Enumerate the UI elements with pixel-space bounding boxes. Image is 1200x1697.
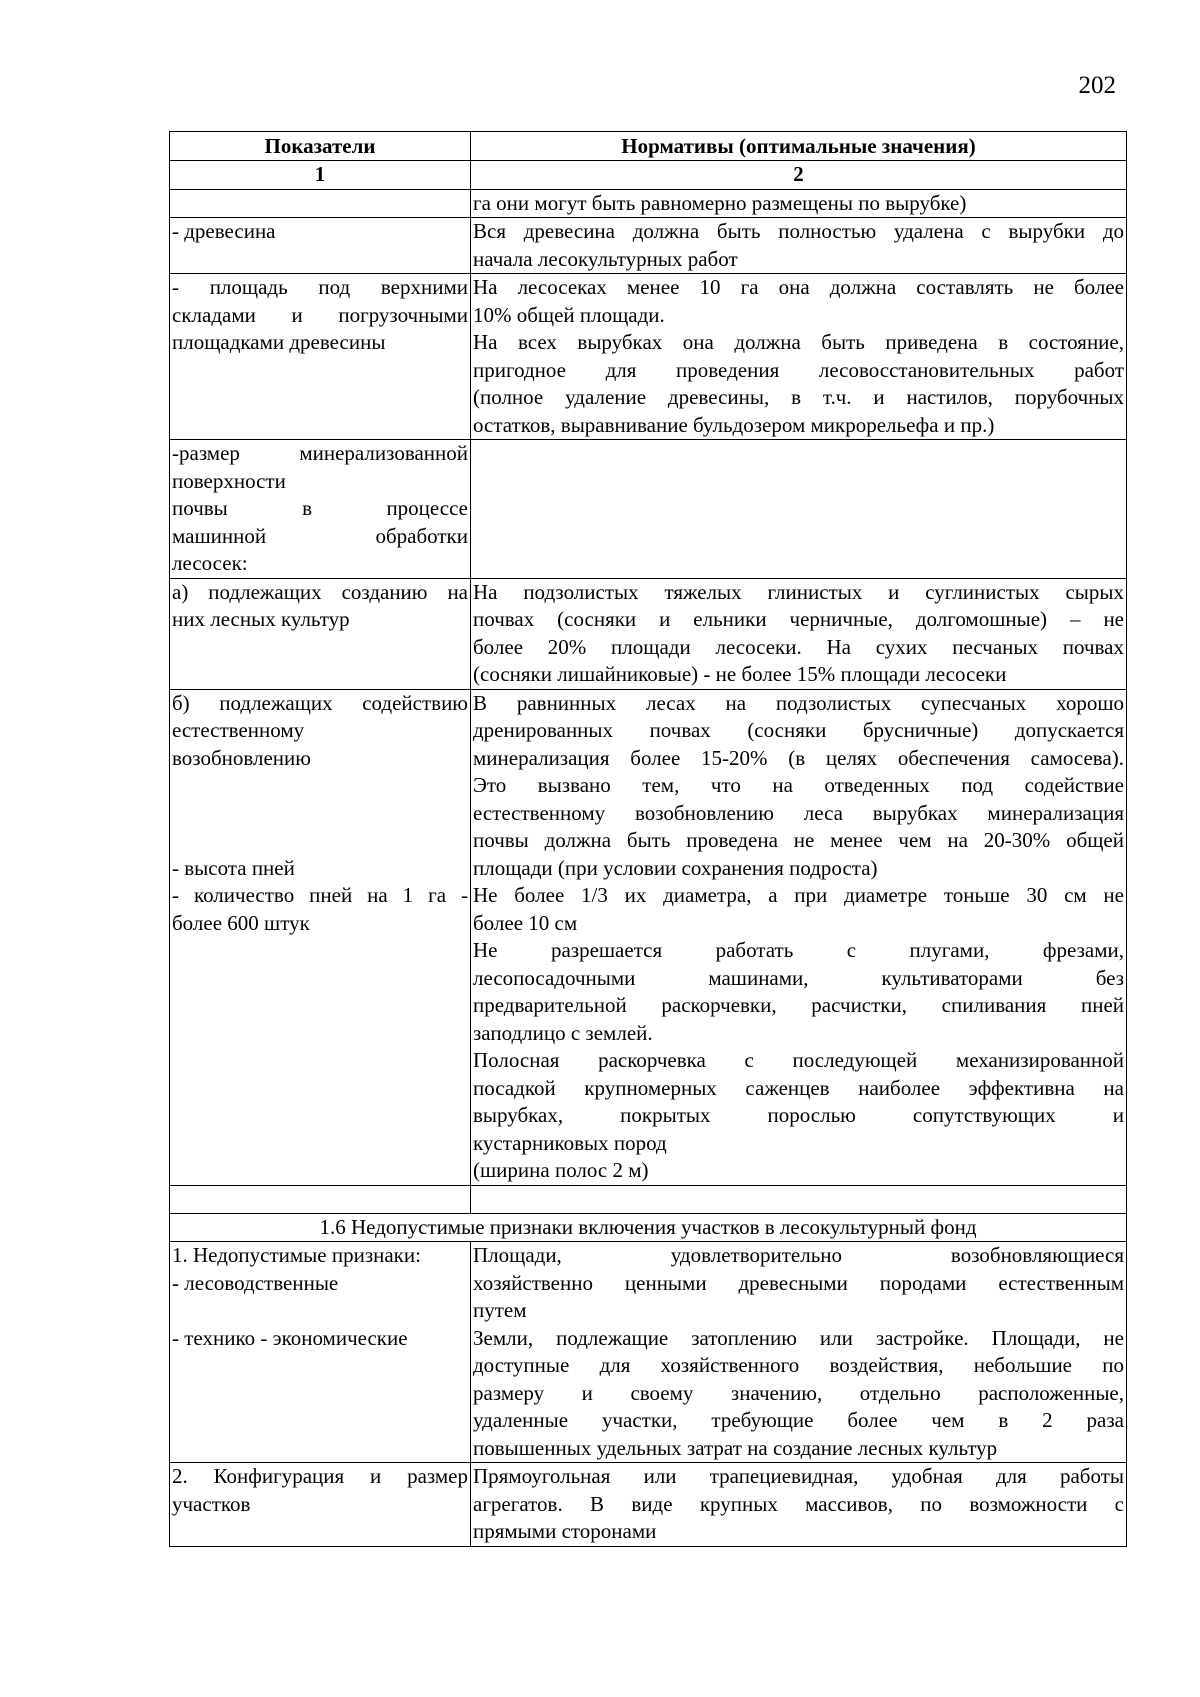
text-line: Вся древесина должна быть полностью удалена с вырубки до xyxy=(473,219,1124,243)
row-indicator-cell xyxy=(170,218,471,274)
text-line: Прямоугольная или трапециевидная, удобная для работы xyxy=(473,1464,1124,1488)
text-line: естественному возобновлению леса вырубках минерализация xyxy=(473,800,1124,825)
text-line: Это вызвано тем, что на отведенных под содействие xyxy=(473,773,1124,797)
text-line: - древесина xyxy=(172,219,276,243)
text-line: поверхности xyxy=(172,468,286,493)
text-line: Не разрешается работать с плугами, фрезами, xyxy=(473,938,1124,962)
text-line: га они могут быть равномерно размещены по вырубке) xyxy=(473,190,967,215)
text-line: - количество пней на 1 га - xyxy=(172,883,468,907)
text-line: предварительной раскорчевки, расчистки, спиливания пней xyxy=(473,993,1124,1017)
table-row xyxy=(170,578,1127,689)
text-line: них лесных культур xyxy=(172,607,350,631)
header-standards: Нормативы (оптимальные значения) xyxy=(471,132,1127,161)
row-standard-cell xyxy=(471,189,1127,218)
text-line: дренированных почвах (сосняки брусничные) допускается xyxy=(473,718,1124,742)
text-line: складами и погрузочными xyxy=(172,302,468,327)
row-indicator-cell xyxy=(170,440,471,579)
section-title: 1.6 Недопустимые признаки включения участков в лесокультурный фонд xyxy=(170,1213,1127,1242)
empty-cell xyxy=(471,1185,1127,1213)
row-standard-cell xyxy=(471,689,1127,1185)
row-indicator-cell xyxy=(170,578,471,689)
text-line: а) подлежащих созданию на xyxy=(172,579,468,604)
row-indicator-cell xyxy=(170,274,471,440)
text-line: - высота пней xyxy=(172,855,295,880)
column-number-2: 2 xyxy=(471,161,1127,190)
empty-cell xyxy=(170,1185,471,1213)
text-line: минерализация более 15-20% (в целях обеспечения самосева). xyxy=(473,745,1124,770)
text-line: естественному xyxy=(172,718,305,742)
row-indicator-cell xyxy=(170,189,471,218)
text-line: удаленные участки, требующие более чем в 2 раза xyxy=(473,1408,1124,1432)
row-standard-cell xyxy=(471,218,1127,274)
table-row xyxy=(170,440,1127,579)
text-line: Площади, удовлетворительно возобновляющиеся xyxy=(473,1243,1124,1267)
text-line: б) подлежащих содействию xyxy=(172,690,468,715)
text-line: На всех вырубках она должна быть приведена в состояние, xyxy=(473,330,1124,354)
text-line: почвы в процессе xyxy=(172,496,468,520)
header-indicators: Показатели xyxy=(170,132,471,161)
text-line: машинной обработки xyxy=(172,523,468,548)
text-line: хозяйственно ценными древесными породами естественным xyxy=(473,1270,1124,1295)
text-line: размеру и своему значению, отдельно расположенные, xyxy=(473,1380,1124,1405)
text-line: лесосек: xyxy=(172,551,248,575)
column-number-1: 1 xyxy=(170,161,471,190)
text-line: (ширина полос 2 м) xyxy=(473,1158,649,1182)
text-line: начала лесокультурных работ xyxy=(473,246,738,271)
table-row xyxy=(170,1463,1127,1547)
text-line: повышенных удельных затрат на создание лесных культур xyxy=(473,1435,998,1460)
row-standard-cell xyxy=(471,578,1127,689)
text-line: пригодное для проведения лесовосстановительных работ xyxy=(473,357,1124,382)
row-indicator-cell xyxy=(170,1463,471,1547)
text-line: На лесосеках менее 10 га она должна составлять не более xyxy=(473,275,1124,299)
row-standard-cell xyxy=(471,1242,1127,1463)
text-line: Не более 1/3 их диаметра, а при диаметре тоньше 30 см не xyxy=(473,883,1124,907)
row-standard-cell xyxy=(471,440,1127,579)
text-line: 2. Конфигурация и размер xyxy=(172,1464,468,1488)
section-title-row xyxy=(170,1213,1127,1242)
text-line: доступные для хозяйственного воздействия, небольшие по xyxy=(473,1353,1124,1377)
text-line: более 20% площади лесосеки. На сухих песчаных почвах xyxy=(473,634,1124,659)
text-line: Полосная раскорчевка с последующей механизированной xyxy=(473,1048,1124,1072)
text-line: (сосняки лишайниковые) - не более 15% площади лесосеки xyxy=(473,662,1007,686)
text-line: прямыми сторонами xyxy=(473,1519,657,1543)
spacer xyxy=(172,772,468,800)
text-line: - технико - экономические xyxy=(172,1325,408,1350)
text-line: площади (при условии сохранения подроста) xyxy=(473,855,878,880)
text-line: возобновлению xyxy=(172,745,311,770)
row-indicator-cell xyxy=(170,1242,471,1463)
text-line: лесопосадочными машинами, культиваторами без xyxy=(473,965,1124,990)
page-number: 202 xyxy=(1078,72,1116,99)
text-line: агрегатов. В виде крупных массивов, по возможности с xyxy=(473,1491,1124,1516)
text-line: -размер минерализованной xyxy=(172,441,468,465)
table-row xyxy=(170,274,1127,440)
table-row xyxy=(170,189,1127,218)
standards-table xyxy=(169,131,1127,1547)
row-standard-cell xyxy=(471,1463,1127,1547)
text-line: участков xyxy=(172,1491,251,1516)
text-line: посадкой крупномерных саженцев наиболее эффективна на xyxy=(473,1075,1124,1100)
text-line: - лесоводственные xyxy=(172,1270,339,1295)
spacer xyxy=(172,1297,468,1325)
text-line: Земли, подлежащие затоплению или застройке. Площади, не xyxy=(473,1325,1124,1350)
text-line: остатков, выравнивание бульдозером микрорельефа и пр.) xyxy=(473,412,995,437)
text-line: почвы должна быть проведена не менее чем на 20-30% общей xyxy=(473,828,1124,852)
text-line: (полное удаление древесины, в т.ч. и настилов, порубочных xyxy=(473,385,1124,409)
text-line: площадками древесины xyxy=(172,330,386,354)
spacer xyxy=(172,800,468,855)
table-row xyxy=(170,218,1127,274)
text-line: более 600 штук xyxy=(172,910,310,935)
text-line: В равнинных лесах на подзолистых супесчаных хорошо xyxy=(473,690,1124,715)
row-standard-cell xyxy=(471,274,1127,440)
table-row-empty xyxy=(170,1185,1127,1213)
row-indicator-cell xyxy=(170,689,471,1185)
text-line: На подзолистых тяжелых глинистых и суглинистых сырых xyxy=(473,579,1124,604)
table-row xyxy=(170,689,1127,1185)
table-header-row xyxy=(170,132,1127,161)
text-line: 1. Недопустимые признаки: xyxy=(172,1243,421,1267)
text-line: - площадь под верхними xyxy=(172,275,468,299)
column-number-row xyxy=(170,161,1127,190)
text-line: более 10 см xyxy=(473,910,578,935)
text-line: почвах (сосняки и ельники черничные, долгомошные) – не xyxy=(473,607,1124,631)
text-line: 10% общей площади. xyxy=(473,302,665,327)
text-line: вырубках, покрытых порослью сопутствующих и xyxy=(473,1103,1124,1127)
text-line: заподлицо с землей. xyxy=(473,1020,653,1045)
text-line: кустарниковых пород xyxy=(473,1130,667,1155)
text-line: путем xyxy=(473,1298,527,1322)
table-row xyxy=(170,1242,1127,1463)
